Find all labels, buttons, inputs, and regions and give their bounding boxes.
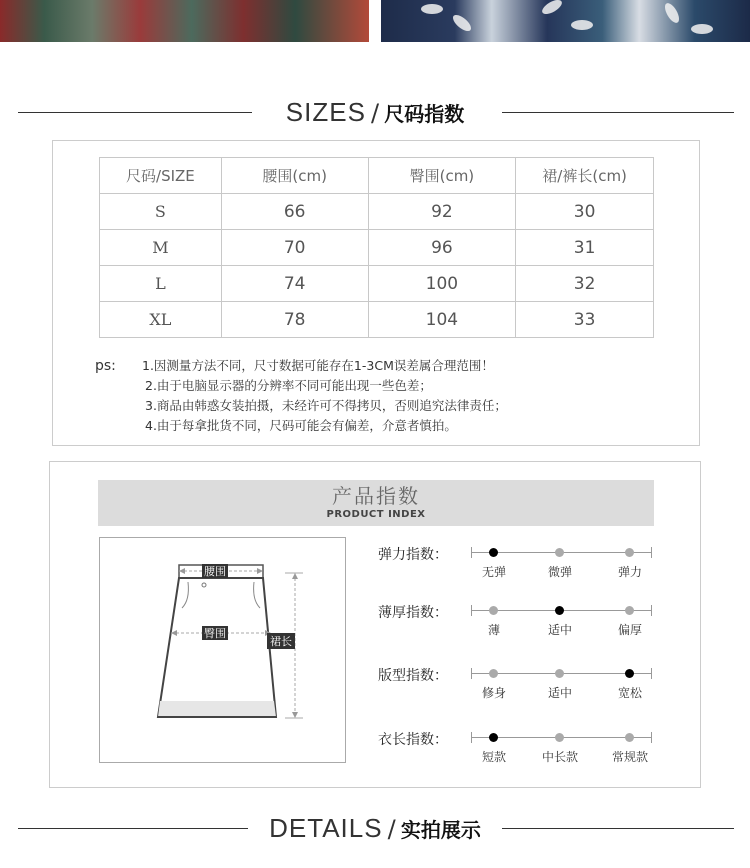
scale-label: 版型指数：	[378, 668, 448, 684]
scale-length	[378, 729, 678, 769]
scale-option: 弹力	[617, 565, 642, 579]
scale-dot	[555, 669, 564, 678]
size-cell: L	[100, 266, 222, 302]
product-index-header	[98, 480, 654, 526]
scale-dot	[489, 669, 498, 678]
scale-option: 中长款	[541, 750, 578, 764]
scale-option: 修身	[481, 686, 506, 700]
details-title	[0, 808, 750, 852]
top-photo-strip	[0, 0, 750, 42]
scale-fit	[378, 665, 678, 705]
scale-dot	[555, 733, 564, 742]
sizes-title-cn: 尺码指数	[384, 102, 465, 126]
scale-option: 常规款	[611, 750, 648, 764]
skirt-sketch	[99, 537, 346, 763]
scale-label: 弹力指数：	[378, 547, 448, 563]
scale-option: 适中	[547, 623, 572, 637]
scale-dot	[555, 606, 564, 615]
table-row	[100, 302, 654, 338]
scale-option: 微弹	[547, 565, 572, 579]
hip-cell: 96	[368, 230, 516, 266]
scale-dot	[555, 548, 564, 557]
scale-dot	[625, 669, 634, 678]
sizes-title-separator: /	[371, 99, 380, 127]
scale-cap-right	[651, 668, 652, 679]
note-item: 2.由于电脑显示器的分辨率不同可能出现一些色差；	[145, 378, 432, 393]
length-cell: 31	[516, 230, 654, 266]
scale-dot	[625, 606, 634, 615]
table-row	[100, 194, 654, 230]
scale-option: 短款	[481, 750, 506, 764]
waist-cell: 66	[221, 194, 368, 230]
scale-dot	[489, 606, 498, 615]
scale-label: 衣长指数：	[378, 732, 448, 748]
scale-cap-right	[651, 547, 652, 558]
scale-option: 薄	[487, 623, 500, 637]
product-index-panel	[49, 461, 701, 788]
col-header-size: 尺码/SIZE	[100, 158, 222, 194]
size-cell: M	[100, 230, 222, 266]
sketch-label-length: 裙长	[270, 635, 292, 648]
sketch-label-hip: 臀围	[204, 627, 226, 640]
hip-cell: 100	[368, 266, 516, 302]
scale-cap-right	[651, 605, 652, 616]
details-title-en: DETAILS	[269, 813, 383, 843]
size-panel	[52, 140, 700, 446]
length-cell: 32	[516, 266, 654, 302]
note-item: 1.因测量方法不同，尺寸数据可能存在1-3CM误差属合理范围！	[142, 358, 494, 373]
notes-prefix: ps:	[95, 358, 116, 374]
scale-cap-left	[471, 732, 472, 743]
col-header-length: 裙/裤长(cm)	[516, 158, 654, 194]
scale-option: 无弹	[481, 565, 506, 579]
size-table-header-row	[100, 158, 654, 194]
product-index-title-en: PRODUCT INDEX	[326, 509, 426, 520]
product-photo-left	[0, 0, 369, 42]
scale-cap-right	[651, 732, 652, 743]
note-item: 4.由于每拿批货不同，尺码可能会有偏差，介意者慎拍。	[145, 418, 457, 433]
col-header-hip: 臀围(cm)	[368, 158, 516, 194]
hip-cell: 104	[368, 302, 516, 338]
sketch-label-waist: 腰围	[204, 565, 226, 578]
length-cell: 33	[516, 302, 654, 338]
size-table	[99, 157, 654, 338]
scale-option: 适中	[547, 686, 572, 700]
scale-cap-left	[471, 547, 472, 558]
skirt-diagram-icon	[100, 538, 347, 764]
hip-cell: 92	[368, 194, 516, 230]
details-title-cn: 实拍展示	[400, 818, 481, 842]
table-row	[100, 230, 654, 266]
length-cell: 30	[516, 194, 654, 230]
scale-option: 偏厚	[617, 623, 642, 637]
product-index-title-cn: 产品指数	[332, 484, 420, 508]
scale-cap-left	[471, 605, 472, 616]
waist-cell: 70	[221, 230, 368, 266]
product-photo-right	[381, 0, 750, 42]
scale-option: 宽松	[617, 686, 642, 700]
note-item: 3.商品由韩惑女装拍摄，未经许可不得拷贝，否则追究法律责任；	[145, 398, 507, 413]
col-header-waist: 腰围(cm)	[221, 158, 368, 194]
scale-dot	[489, 733, 498, 742]
table-row	[100, 266, 654, 302]
sizes-title	[0, 92, 750, 136]
scale-dot	[489, 548, 498, 557]
waist-cell: 78	[221, 302, 368, 338]
scale-dot	[625, 733, 634, 742]
waist-cell: 74	[221, 266, 368, 302]
scale-label: 薄厚指数：	[378, 605, 448, 621]
scale-thickness	[378, 602, 678, 642]
size-cell: XL	[100, 302, 222, 338]
scale-cap-left	[471, 668, 472, 679]
details-section-header	[0, 808, 750, 848]
scale-dot	[625, 548, 634, 557]
size-cell: S	[100, 194, 222, 230]
sizes-title-en: SIZES	[285, 97, 366, 127]
details-title-separator: /	[387, 815, 396, 843]
scale-elasticity	[378, 544, 678, 584]
sizes-section-header	[0, 92, 750, 132]
